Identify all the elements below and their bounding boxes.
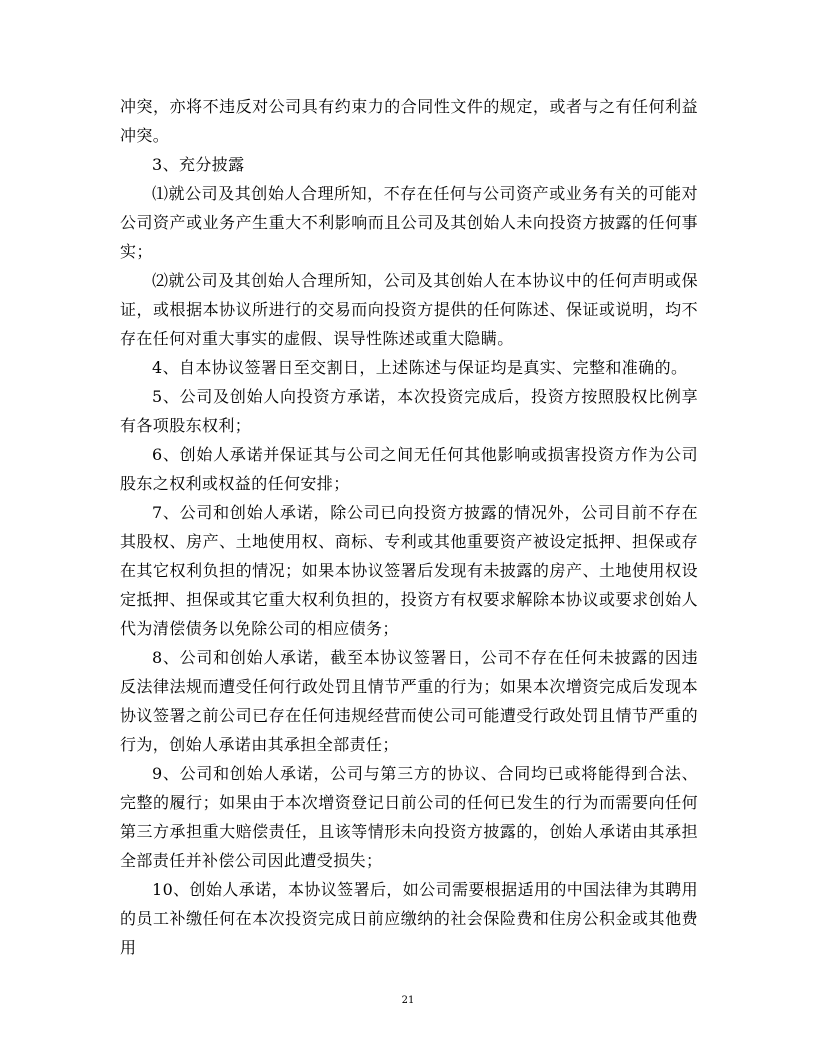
- clause-7: 7、公司和创始人承诺，除公司已向投资方披露的情况外，公司目前不存在其股权、房产、土地使用权、商标、专利或其他重要资产被设定抵押、担保或存在其它权利负担的情况；如果本协议签署后发现有未披露的房产、土地使用权设定抵押、担保或其它重大权利负担的，投资方有权要求解除本协议或要求创始人代为清偿债务以免除公司的相应债务；: [120, 503, 698, 638]
- paragraph-continuation: 冲突，亦将不违反对公司具有约束力的合同性文件的规定，或者与之有任何利益冲突。: [120, 97, 698, 145]
- clause-5: 5、公司及创始人向投资方承诺，本次投资完成后，投资方按照股权比例享有各项股东权利；: [120, 387, 698, 435]
- clause-6: 6、创始人承诺并保证其与公司之间无任何其他影响或损害投资方作为公司股东之权利或权益的任何安排；: [120, 445, 698, 493]
- clause-3-1: ⑴就公司及其创始人合理所知，不存在任何与公司资产或业务有关的可能对公司资产或业务产生重大不利影响而且公司及其创始人未向投资方披露的任何事实；: [120, 184, 698, 261]
- clause-4: 4、自本协议签署日至交割日，上述陈述与保证均是真实、完整和准确的。: [152, 358, 688, 377]
- section-heading-full-disclosure: 3、充分披露: [152, 155, 245, 174]
- document-body: [120, 92, 698, 962]
- clause-3-2: ⑵就公司及其创始人合理所知，公司及其创始人在本协议中的任何声明或保证，或根据本协议所进行的交易而向投资方提供的任何陈述、保证或说明，均不存在任何对重大事实的虚假、误导性陈述或重大隐瞒。: [120, 271, 698, 348]
- clause-10: 10、创始人承诺，本协议签署后，如公司需要根据适用的中国法律为其聘用的员工补缴任何在本次投资完成日前应缴纳的社会保险费和住房公积金或其他费用: [120, 880, 698, 957]
- clause-8: 8、公司和创始人承诺，截至本协议签署日，公司不存在任何未披露的因违反法律法规而遭受任何行政处罚且情节严重的行为；如果本次增资完成后发现本协议签署之前公司已存在任何违规经营而使公司可能遭受行政处罚且情节严重的行为，创始人承诺由其承担全部责任；: [120, 648, 698, 754]
- page-number: 21: [401, 995, 415, 1006]
- clause-9: 9、公司和创始人承诺，公司与第三方的协议、合同均已或将能得到合法、完整的履行；如果由于本次增资登记日前公司的任何已发生的行为而需要向任何第三方承担重大赔偿责任，且该等情形未向投资方披露的，创始人承诺由其承担全部责任并补偿公司因此遭受损失；: [120, 764, 698, 870]
